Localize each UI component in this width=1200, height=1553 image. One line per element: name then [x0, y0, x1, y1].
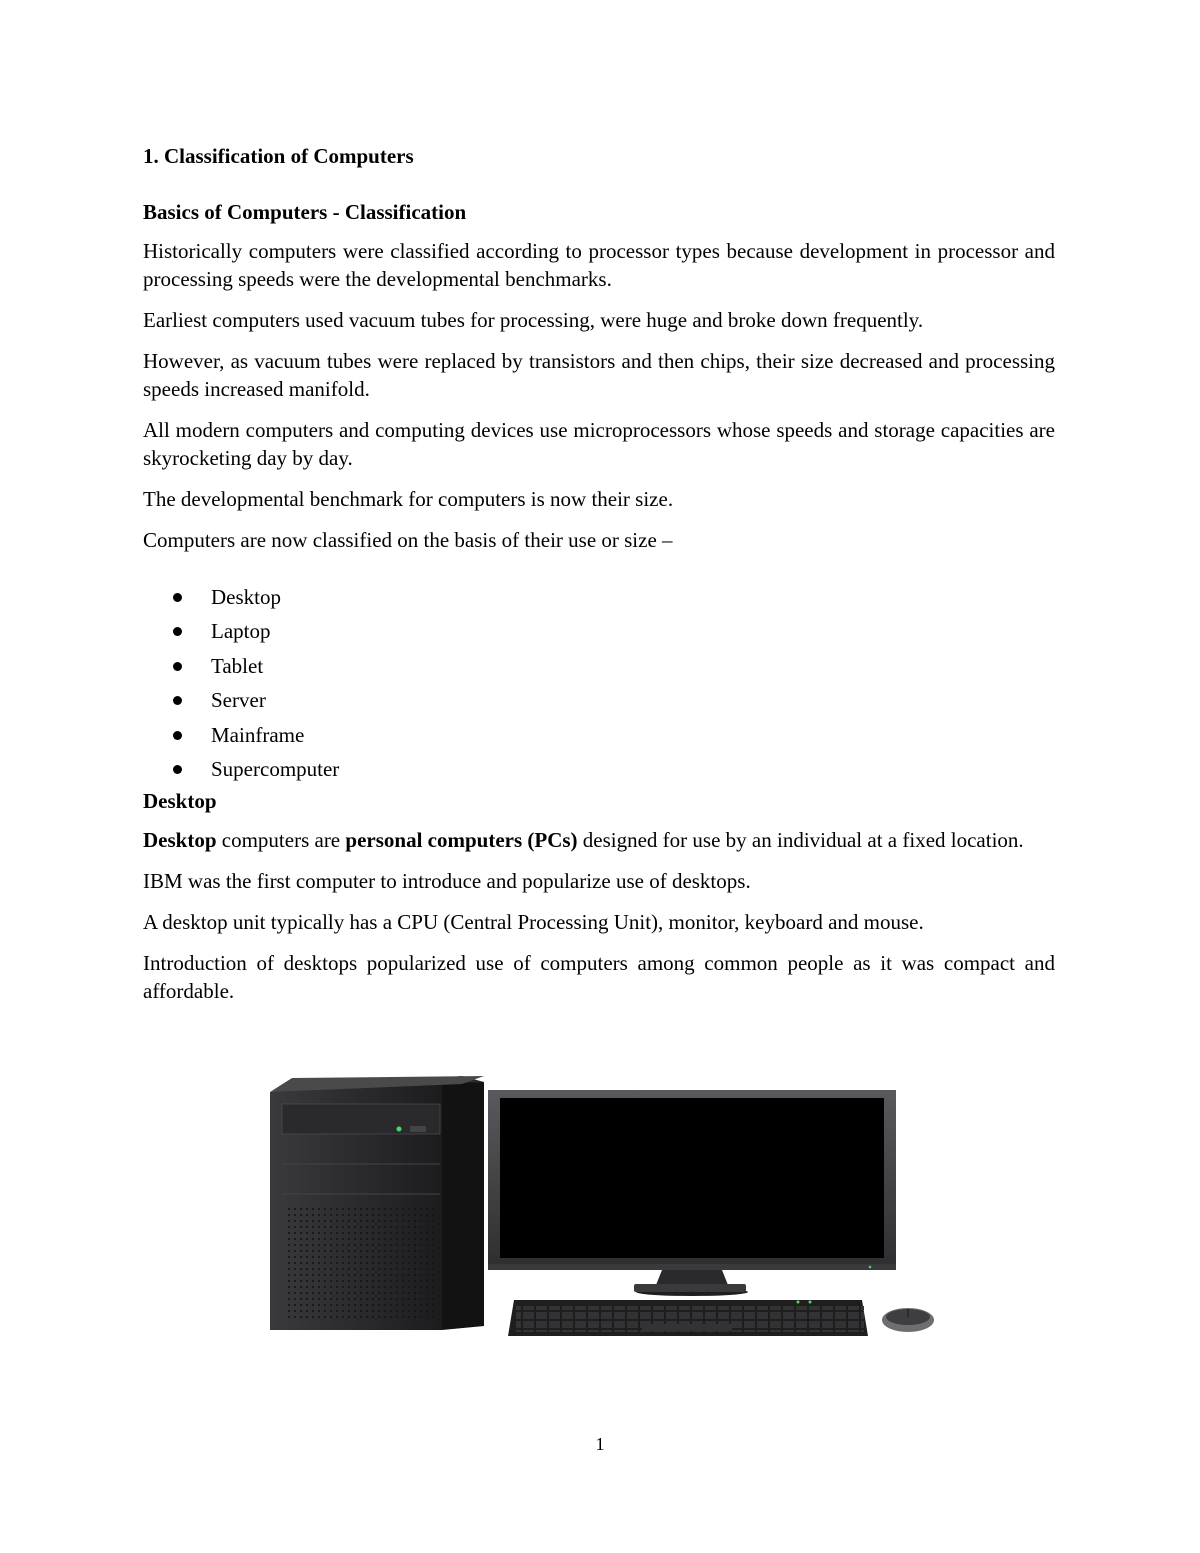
bullet-icon — [173, 696, 182, 705]
list-item: Supercomputer — [173, 752, 1055, 786]
bullet-icon — [173, 593, 182, 602]
paragraph: Computers are now classified on the basis of their use or size – — [143, 528, 673, 552]
bullet-icon — [173, 627, 182, 636]
list-item: Server — [173, 683, 1055, 717]
list-item: Tablet — [173, 649, 1055, 683]
classification-list — [143, 580, 1055, 786]
monitor — [488, 1090, 896, 1296]
bullet-icon — [173, 765, 182, 774]
mouse — [882, 1308, 934, 1332]
keyboard — [508, 1300, 868, 1336]
list-item: Desktop — [173, 580, 1055, 614]
desktop-heading: Desktop — [143, 789, 217, 814]
desktop-paragraph: IBM was the first computer to introduce and popularize use of desktops. — [143, 869, 751, 894]
section-title: 1. Classification of Computers — [143, 144, 414, 168]
paragraph: However, as vacuum tubes were replaced by transistors and then chips, their size decreased and processing speeds increased manifold. — [143, 349, 1055, 401]
list-item: Mainframe — [173, 718, 1055, 752]
bullet-icon — [173, 662, 182, 671]
paragraph: Historically computers were classified according to processor types because development in processor and processing speeds were the developmental benchmarks. — [143, 239, 1055, 291]
page-number: 1 — [595, 1434, 605, 1454]
desktop-paragraph: Desktop computers are personal computers (PCs) designed for use by an individual at a fixed location. — [143, 828, 1024, 853]
bullet-icon — [173, 731, 182, 740]
paragraph: The developmental benchmark for computers is now their size. — [143, 487, 674, 511]
tower-case — [270, 1076, 484, 1330]
monitor-screen — [500, 1098, 884, 1258]
paragraph: Earliest computers used vacuum tubes for processing, were huge and broke down frequently. — [143, 308, 924, 332]
desktop-paragraph: A desktop unit typically has a CPU (Central Processing Unit), monitor, keyboard and mouse. — [143, 910, 924, 935]
document-content — [143, 139, 1055, 1005]
list-item: Laptop — [173, 614, 1055, 648]
paragraph: All modern computers and computing devices use microprocessors whose speeds and storage capacities are skyrocketing day by day. — [143, 418, 1055, 470]
subtitle: Basics of Computers - Classification — [143, 200, 467, 224]
desktop-computer-illustration — [262, 1068, 942, 1348]
desktop-paragraph: Introduction of desktops popularized use of computers among common people as it was compact and affordable. — [143, 951, 1055, 1004]
power-led-icon — [397, 1127, 402, 1132]
